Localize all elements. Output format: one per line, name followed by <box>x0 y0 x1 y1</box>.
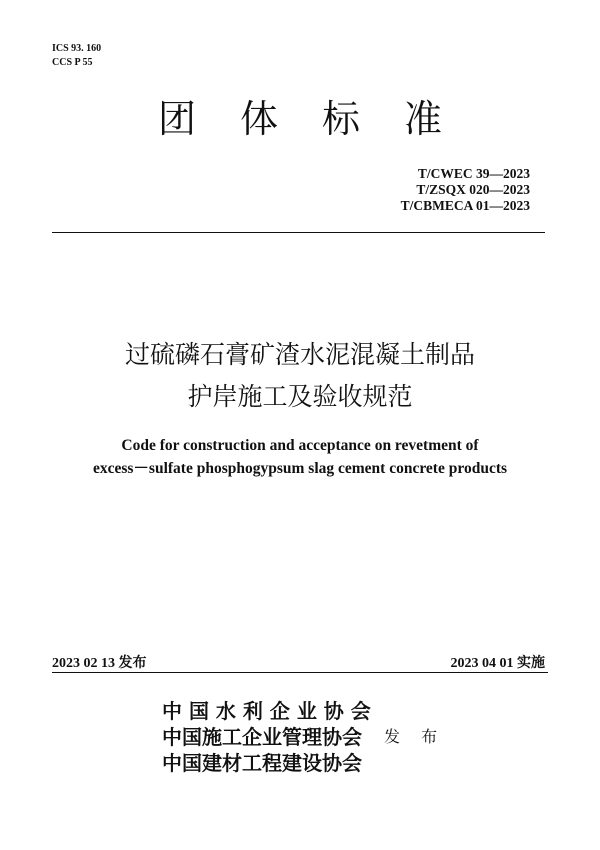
classification-codes <box>52 42 101 70</box>
issue-date: 2023 02 13 发布 <box>52 656 147 671</box>
organization: 中国建材工程建设协会 <box>162 751 362 775</box>
standard-numbers <box>401 166 530 214</box>
english-title-line: Code for construction and acceptance on revetment of <box>121 437 479 454</box>
chinese-title-line: 过硫磷石膏矿渣水泥混凝土制品 <box>124 340 475 369</box>
standard-number: T/ZSQX 020—2023 <box>416 182 530 197</box>
organization: 中 国 水 利 企 业 协 会 <box>162 699 371 723</box>
english-title-line: excess－sulfate phosphogypsum slag cement concrete products <box>92 460 508 477</box>
chinese-title-line: 护岸施工及验收规范 <box>187 382 413 411</box>
standard-number: T/CBMECA 01—2023 <box>400 198 530 213</box>
organization: 中国施工企业管理协会 <box>162 725 362 749</box>
english-title <box>0 434 600 480</box>
bottom-divider <box>52 672 548 673</box>
chinese-title <box>0 334 600 418</box>
effective-date: 2023 04 01 实施 <box>450 656 545 671</box>
standard-number: T/CWEC 39—2023 <box>417 166 530 181</box>
ics-code: ICS 93. 160 <box>52 43 102 54</box>
top-divider <box>52 232 545 233</box>
publish-label: 发 布 <box>384 727 438 746</box>
publishing-organizations <box>162 698 371 776</box>
document-type-heading: 团体标准 <box>157 97 486 141</box>
ccs-code: CCS P 55 <box>52 57 93 68</box>
